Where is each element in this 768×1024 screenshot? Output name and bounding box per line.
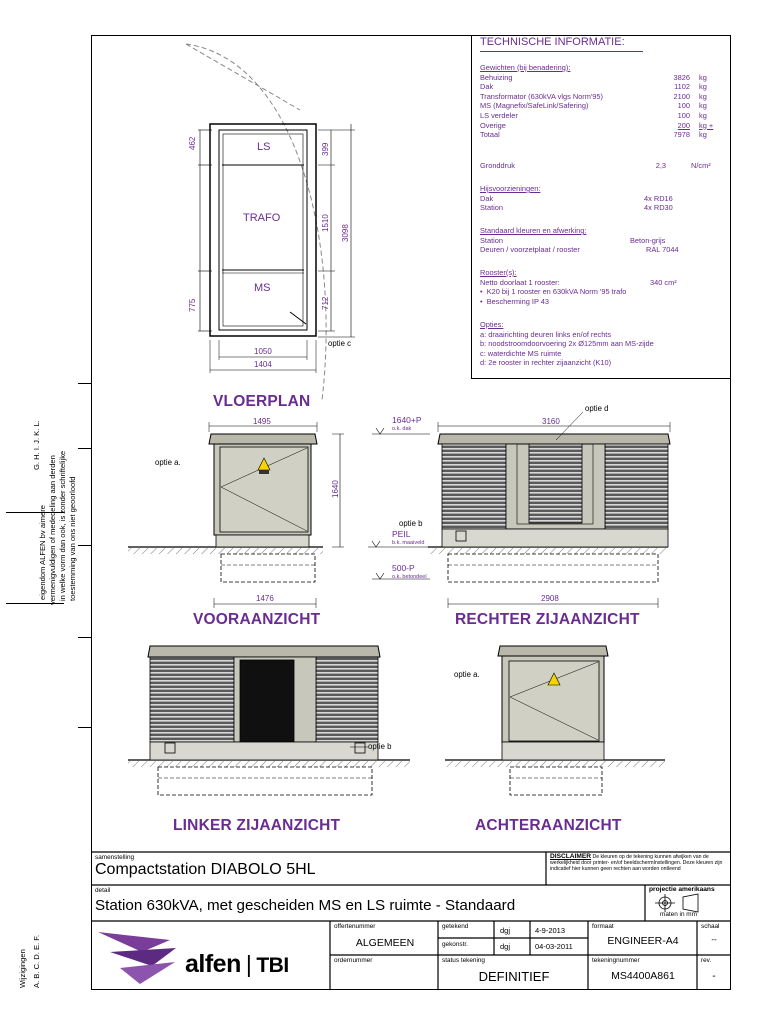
floorplan-title: VLOERPLAN <box>213 393 311 410</box>
tekeningnummer-label: tekeningnummer <box>592 957 640 964</box>
getekend-date: 4-9-2013 <box>535 926 566 935</box>
projection-label: projectie amerikaans <box>649 886 715 893</box>
dim-775: 775 <box>188 298 197 312</box>
dim-1050: 1050 <box>254 347 272 356</box>
tech-title: TECHNISCHE INFORMATIE: <box>480 36 625 48</box>
offertenummer-label: offertenummer <box>334 923 376 930</box>
detail-value: Station 630kVA, met gescheiden MS en LS ruimte - Standaard <box>95 897 516 914</box>
right-width-top: 3160 <box>542 417 560 426</box>
back-option-a: optie a. <box>454 670 480 679</box>
samenstelling-label: samenstelling <box>95 854 135 861</box>
right-side-view-drawing <box>438 412 670 608</box>
floorplan-option-c: optie c <box>328 339 351 348</box>
left-side-view-drawing <box>148 646 380 795</box>
formaat-label: formaat <box>592 923 614 930</box>
disclaimer: DISCLAIMER De kleuren op de tekening kunnen afwijken van de werkelijkheid door printer- en/of beeldschermInstellingen. Deze kleuren zijn indicatief hier kunnen geen rechten aan worden ontleend <box>550 853 723 873</box>
level-markers <box>368 428 430 579</box>
tekeningnummer-value: MS4400A861 <box>611 970 675 982</box>
front-width-top: 1495 <box>253 417 271 426</box>
units-label: maten in mm <box>660 911 697 918</box>
wijzigingen-label: Wijzigingen <box>18 949 27 988</box>
room-ls-label: LS <box>257 141 271 153</box>
formaat-value: ENGINEER-A4 <box>607 935 679 947</box>
dim-3098: 3098 <box>341 224 350 242</box>
dim-1404: 1404 <box>254 360 272 369</box>
revision-letters-bottom: A. B. C. D. E. F. <box>32 934 41 988</box>
front-view-drawing <box>209 422 344 608</box>
colors-section: Standaard kleuren en afwerking: Station Beton-grijs Deuren / voorzetplaat / rooster RAL 7044 <box>480 226 679 255</box>
dim-462: 462 <box>188 136 197 150</box>
projection-symbol-icon <box>655 894 698 912</box>
gekonstr-by: dgj <box>500 942 511 951</box>
alfen-logo: alfen | TBI <box>185 950 289 978</box>
left-side-view-title: LINKER ZIJAANZICHT <box>173 817 341 834</box>
back-view-drawing <box>498 646 608 795</box>
offertenummer-value: ALGEMEEN <box>355 937 415 949</box>
right-option-d: optie d <box>585 404 609 413</box>
room-ms-label: MS <box>254 282 271 294</box>
right-width-bottom: 2908 <box>541 594 559 603</box>
detail-label: detail <box>95 887 111 894</box>
ordernummer-label: ordernummer <box>334 957 373 964</box>
right-side-view-title: RECHTER ZIJAANZICHT <box>455 611 640 628</box>
level-peil: PEIL <box>392 529 411 539</box>
schaal-label: schaal <box>701 923 720 930</box>
getekend-label: getekend <box>442 923 469 930</box>
rev-label: rev. <box>701 957 712 964</box>
level-peil-sub: b.k. maaiveld <box>392 540 425 546</box>
front-width-bottom: 1476 <box>256 594 274 603</box>
dim-399: 399 <box>321 142 330 156</box>
level-roof-sub: o.k. dak <box>392 426 412 432</box>
revision-letters-top: G. H. I. J. K. L. <box>32 420 41 470</box>
left-option-b: optie b <box>368 742 392 751</box>
front-option-b: optie b <box>399 519 423 528</box>
ground-pressure: Gronddruk 2,3 N/cm² <box>480 161 711 170</box>
status-value: DEFINITIEF <box>478 969 550 984</box>
options-section: Opties: a: draairichting deuren links en/of rechts b: noodstroomdoorvoering 2x Ø125mm aan MS-zijde c: waterdichte MS ruimte d: 2e rooster in rechter zijaanzicht (K10) <box>480 320 654 368</box>
room-trafo-label: TRAFO <box>243 212 281 224</box>
weights-section: Gewichten (bij benadering): Behuizing 3826 kg Dak 1102 kg Transformator (630kVA vlgs Norm'95) 2100 kg MS (Magnefix/SafeLink/Safering) 100 kg LS verdeler 100 kg Overige 200 kg + Totaal 7978 kg <box>480 63 714 140</box>
level-base-sub: o.k. betondeel <box>392 574 427 580</box>
gekonstr-date: 04-03-2011 <box>535 942 573 951</box>
grille-section: Rooster(s): Netto doorlaat 1 rooster: 340 cm² • K20 bij 1 rooster en 630kVA Norm '95 trafo • Bescherming IP 43 <box>480 268 677 306</box>
dim-712: 712 <box>321 296 330 310</box>
lifting-section: Hijsvoorzieningen: Dak 4x RD16 Station 4x RD30 <box>480 184 673 213</box>
samenstelling-value: Compactstation DIABOLO 5HL <box>95 861 316 878</box>
status-label: status tekening <box>442 957 485 964</box>
back-view-title: ACHTERAANZICHT <box>475 817 622 834</box>
gekonstr-label: gekonstr. <box>442 941 468 948</box>
alfen-logo-mark-icon <box>98 932 176 984</box>
front-option-a: optie a. <box>155 458 181 467</box>
front-height: 1640 <box>331 480 340 498</box>
front-view-title: VOORAANZICHT <box>193 611 321 628</box>
level-roof: 1640+P <box>392 415 422 425</box>
getekend-by: dgj <box>500 926 511 935</box>
rev-value: - <box>712 970 716 982</box>
level-base: 500-P <box>392 563 415 573</box>
schaal-value: -- <box>711 935 717 944</box>
dim-1510: 1510 <box>321 214 330 232</box>
